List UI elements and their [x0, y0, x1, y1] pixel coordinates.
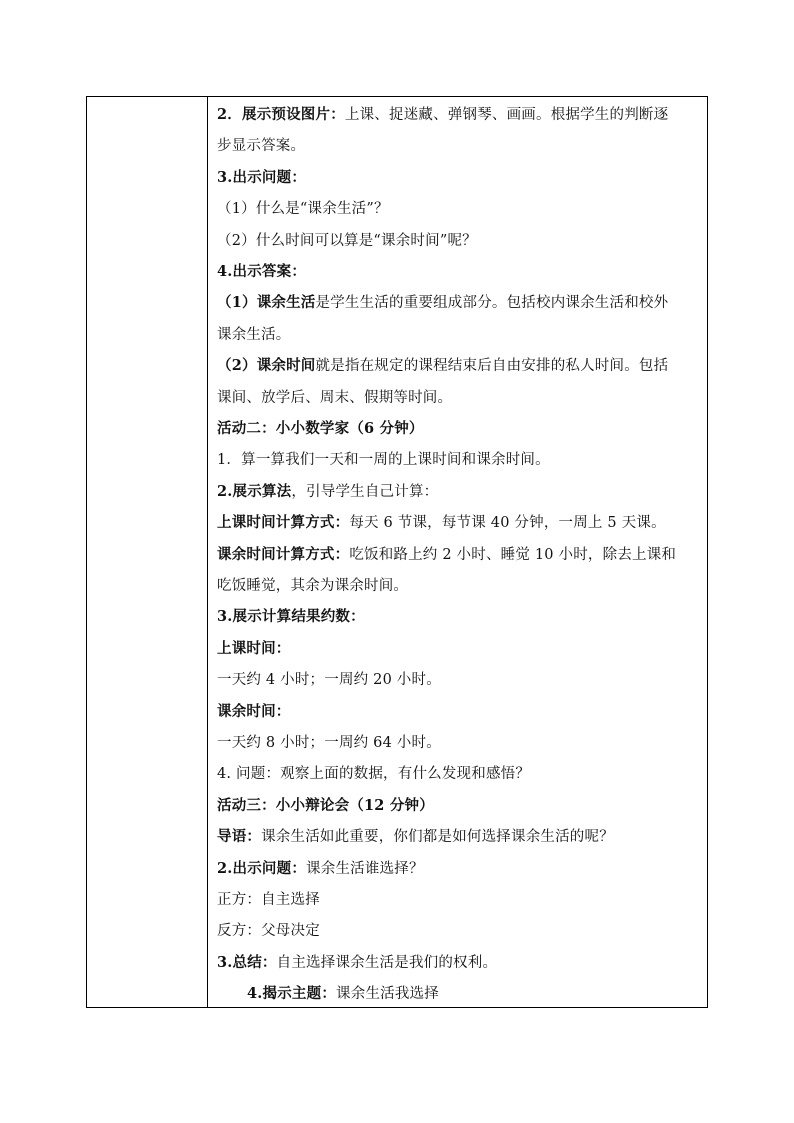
text-line: [217, 325, 291, 345]
line-text: 一天约 8 小时；一周约 64 小时。: [217, 735, 441, 751]
text-line: [217, 231, 477, 251]
bold-label: 4.出示答案：: [217, 263, 307, 280]
text-line: [217, 199, 389, 219]
text-line: [217, 607, 365, 627]
line-text: 吃饭睡觉，其余为课余时间。: [217, 578, 409, 594]
bold-label: 3.展示计算结果约数：: [217, 608, 365, 626]
line-text: 是学生生活的重要组成部分。包括校内课余生活和校外: [315, 295, 669, 312]
bold-label: 活动二：小小数学家（6 分钟）: [217, 420, 424, 437]
text-line: [217, 702, 291, 722]
bold-label: 上课时间计算方式：: [217, 514, 350, 532]
text-line: [217, 513, 666, 533]
line-text: （1）什么是“课余生活”？: [217, 201, 389, 218]
line-text: （2）什么时间可以算是“课余时间”呢？: [217, 232, 477, 249]
line-text: 正方：自主选择: [217, 892, 320, 908]
bold-label: 3.总结：: [217, 953, 277, 971]
bold-label: 2.出示问题：: [217, 859, 307, 877]
line-text: 上课、捉迷藏、弹钢琴、画画。根据学生的判断逐: [344, 107, 669, 123]
text-line: [217, 639, 291, 659]
text-line: [217, 136, 305, 156]
line-text: ，引导学生自己计算：: [291, 483, 439, 500]
text-line: [217, 670, 441, 690]
line-text: 1．算一算我们一天和一周的上课时间和课余时间。: [217, 452, 550, 469]
text-line: [217, 105, 668, 125]
text-line: [217, 890, 320, 910]
bold-label: 课余时间：: [217, 702, 291, 720]
bold-label: （2）课余时间: [217, 357, 316, 375]
text-line: [217, 859, 424, 879]
text-line: [217, 388, 452, 408]
text-line: [217, 450, 550, 470]
text-line: [217, 953, 497, 973]
line-text: 课余生活如此重要，你们都是如何选择课余生活的呢？: [261, 829, 614, 846]
text-line: [217, 168, 306, 188]
text-line: [217, 764, 530, 784]
text-line: [217, 482, 438, 502]
line-text: 每天 6 节课，每节课 40 分钟，一周上 5 天课。: [349, 515, 666, 532]
text-line: [217, 733, 441, 753]
bold-label: 3.出示问题：: [217, 168, 307, 186]
line-text: 反方：父母决定: [217, 923, 320, 940]
bold-label: 上课时间：: [217, 639, 291, 657]
text-line: [217, 827, 614, 847]
lesson-table: [86, 96, 708, 1008]
line-text: 一天约 4 小时；一周约 20 小时。: [217, 672, 441, 689]
bold-label: 活动三：小小辩论会（12 分钟）: [217, 796, 434, 814]
text-line: [217, 576, 408, 596]
line-text: 课间、放学后、周末、假期等时间。: [217, 389, 453, 406]
line-text: 步显示答案。: [217, 138, 306, 155]
line-text: 吃饭和路上约 2 小时、睡觉 10 小时，除去上课和: [349, 546, 677, 563]
column-divider: [207, 97, 208, 1007]
bold-label: 导语：: [217, 828, 262, 846]
bold-label: 2．展示预设图片：: [217, 106, 345, 123]
text-line: [217, 262, 306, 282]
line-text: 就是指在规定的课程结束后自由安排的私人时间。包括: [315, 358, 669, 375]
text-line: [217, 356, 668, 376]
text-line: [217, 921, 320, 941]
text-line: [217, 293, 668, 313]
line-text: 4. 问题：观察上面的数据，有什么发现和感悟？: [217, 766, 531, 783]
text-line: [217, 419, 424, 439]
line-text: 课余生活谁选择？: [306, 860, 424, 877]
bold-label: 课余时间计算方式：: [217, 545, 350, 563]
line-text: 自主选择课余生活是我们的权利。: [276, 954, 498, 971]
text-line: [217, 545, 676, 565]
line-text: 课余生活。: [217, 326, 291, 343]
bold-label: 4.揭示主题：: [247, 985, 337, 1003]
text-line: [217, 796, 434, 816]
bold-label: 2.展示算法: [217, 482, 292, 500]
line-text: 课余生活我选择: [336, 986, 439, 1003]
text-line: [247, 984, 439, 1004]
bold-label: （1）课余生活: [217, 294, 316, 312]
